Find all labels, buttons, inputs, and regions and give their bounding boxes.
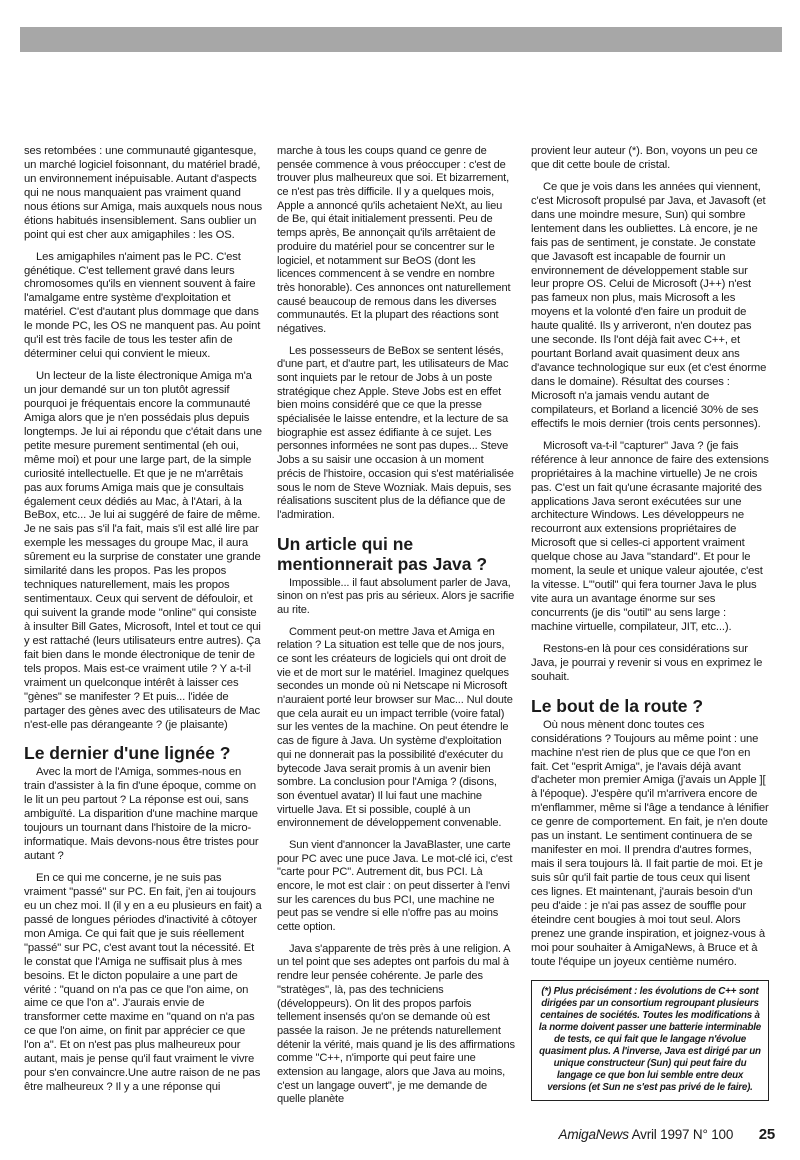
section-heading: Le bout de la route ?	[531, 695, 704, 716]
paragraph: marche à tous les coups quand ce genre de pensée commence à vous préoccuper : c'est de trouver plus malheureux que soi. Et bizarrement, ce n'est pas très difficile. Il y a quelques mois, Apple a annoncé qu'ils achetaient NeXt, au lieu de Be, qui était initialement pressenti. Peu de temps après, Be annonçait qu'ils arrêtaient de produire du matériel pour se concentrer sur le logiciel, et notamment sur BeOS (dont les licences commencent à se vendre en nombre très honorable). Ces annonces ont naturellement causé beaucoup de remous dans les diverses communautés. Et la plupart des réactions sont négatives.	[277, 145, 511, 335]
footnote-box: (*) Plus précisément : les évolutions de C++ sont dirigées par un consortium regroupant plusieurs centaines de sociétés. Toutes les modifications à la norme doivent passer une batterie interminable de tests, ce qui fait que le langage n'évolue quasiment plus. A l'inverse, Java est dirigé par un unique constructeur (Sun) qui peut faire du langage ce que bon lui semble entre deux versions (et Sun ne s'est pas privé de le faire).	[531, 980, 769, 1101]
column-3	[531, 145, 769, 1101]
paragraph: Un lecteur de la liste électronique Amiga m'a un jour demandé sur un ton plutôt agressif pourquoi je fréquentais encore la communauté Amiga alors que je n'en possédais plus depuis longtemps. Je lui ai répondu que c'était dans une petite mesure purement sentimental (eh oui, même moi) et pour une large part, de la simple curiosité intellectuelle. Et que je ne m'arrêtais pas aux forums Amiga mais que je consultais également ceux dédiés au Mac, à l'Atari, à la BeBox, etc... Je lui ai suggéré de faire de même. Je ne sais pas s'il l'a fait, mais s'il est allé lire par exemple les messages du groupe Mac, il aura sûrement eu la surprise de constater une grande similarité dans les propos. Pas les propos techniques naturellement, mais les propos sentimentaux. Ceux qui servent de défouloir, et qui suivent la grande mode "online" qui consiste à insulter Bill Gates, Microsoft, Intel et tout ce qui y est rattaché (leurs utilisateurs entre autres). Ça fait bien dans le monde électronique de tenir de tels propos. Mais est-ce vraiment utile ? Y a-t-il vraiment un quelconque intérêt à laisser ces "gènes" se manifester ? Et puis... l'idée de partager des gènes avec des utilisateurs de Mac n'est-elle pas dérangeante ? (je plaisante)	[24, 370, 262, 731]
paragraph: Java s'apparente de très près à une religion. A un tel point que ses adeptes ont parfois du mal à rendre leur pensée cohérente. Je parle des "stratèges", là, pas des techniciens (développeurs). On lit des propos parfois tellement insensés qu'on se demande où est passée la raison. Je ne prétends naturellement détenir la vérité, mais quand je lis des affirmations comme "C++, n'importe qui peut faire une extension au langage, alors que Java au moins, c'est un langage ouvert", je me demande de quelle planète	[277, 942, 515, 1106]
issue-info: Avril 1997 N° 100	[631, 1127, 734, 1142]
paragraph: En ce qui me concerne, je ne suis pas vraiment "passé" sur PC. En fait, j'en ai toujours eu un chez moi. Il (il y en a eu plusieurs en fait) a passé de longues périodes d'inactivité à côtoyer mon Amiga. Ce qui fait que je suis réellement "passé" sur PC, c'est avant tout la nécessité. Et le constat que l'Amiga ne suffisait plus à mes besoins. Et le dicton populaire a une part de vérité : "quand on n'a pas ce que l'on aime, on aime ce que l'on a". J'aurais envie de transformer cette maxime en "quand on n'a pas ce que l'on aime, on finit par apprécier ce que l'on a". Et on n'est pas plus malheureux pour autant, mais je pense qu'il faut vraiment le vivre pour s'en convaincre.Une autre raison de ne pas être malheureux ? Il y a une réponse qui	[24, 872, 262, 1094]
paragraph: Comment peut-on mettre Java et Amiga en relation ? La situation est telle que de nos jours, ce sont les créateurs de logiciels qui ont droit de vie et de mort sur le matériel. Imaginez quelques secondes un monde où ni Netscape ni Microsoft n'auraient porté leur browser sur Mac... Nul doute que cela aurait eu un impact terrible (voire fatal) sur les ventes de la machine. On peut étendre le cas de figure à Java. Un système d'exploitation qui ne donnerait pas la possibilité d'exécuter du bytecode Java serait promis à un avenir bien sombre. La conclusion pour l'Amiga ? (disons, son éventuel avatar) Il lui faut une machine virtuelle Java. Et si possible, couplé à un environnement de développement convenable.	[277, 625, 513, 830]
paragraph: Où nous mènent donc toutes ces considérations ? Toujours au même point : une machine n'est rien de plus que ce que l'on en fait. Cet "esprit Amiga", je l'avais déjà avant d'acheter mon premier Amiga (j'avais un Apple ][ à l'époque). J'espère qu'il m'arrivera encore de m'enflammer, même si l'âge a tendance à lénifier ce genre de comportement. En fait, je n'en doute pas un instant. Le sentiment continuera de se manifester en moi. Il prendra d'autres formes, mais il sera toujours là. Il fait partie de moi. Et je suis sûr qu'il fait partie de tous ceux qui lisent ces lignes. Et maintenant, j'aurais besoin d'un peu d'aide : je n'ai pas assez de souffle pour éteindre cent bougies à moi tout seul. Alors prenez une grande inspiration, et joignez-vous à moi pour souhaiter à AmigaNews, à Bruce et à toute l'équipe un joyeux centième numéro.	[531, 718, 769, 968]
paragraph: Impossible... il faut absolument parler de Java, sinon on n'est pas pris au sérieux. Alors je sacrifie au rite.	[277, 576, 515, 616]
paragraph: Sun vient d'annoncer la JavaBlaster, une carte pour PC avec une puce Java. Le mot-clé ici, c'est "carte pour PC". Autrement dit, bus PCI. Là encore, le mot est clair : on peut disserter à l'envi sur les carences du bus PCI, une machine ne peut pas se vendre si elle n'offre pas au moins cette option.	[277, 838, 513, 934]
header-bar	[20, 27, 782, 52]
page-footer	[0, 1126, 775, 1143]
paragraph: Ce que je vois dans les années qui viennent, c'est Microsoft propulsé par Java, et Javasoft (et dans une moindre mesure, Sun) qui sombre lentement dans les oubliettes. Là encore, je ne fais pas de sentiment, je constate. Je constate que Javasoft est incapable de fournir un environnement de développement stable sur leur propre OS. Celui de Microsoft (J++) n'est pas fameux non plus, mais Microsoft a les moyens et la volonté d'en faire un produit de haute qualité. Ils y arriveront, n'en doutez pas une seconde. Ils l'ont déjà fait avec C++, et pourtant Borland avait quasiment deux ans d'avance technologique sur eux (et c'est énorme dans le domaine). Résultat des courses : Microsoft n'a jamais vendu autant de compilateurs, et Borland a licencié 30% de ses effectifs le mois dernier (trois cents personnes).	[531, 180, 767, 430]
column-1	[24, 145, 262, 1103]
magazine-name: AmigaNews	[558, 1127, 629, 1142]
paragraph: provient leur auteur (*). Bon, voyons un peu ce que dit cette boule de cristal.	[531, 145, 758, 171]
paragraph: Microsoft va-t-il "capturer" Java ? (je fais référence à leur annonce de faire des extensions propriétaires à la machine virtuelle) Je ne crois pas. C'est un fait qu'une écrasante majorité des applications Java seront exécutées sur une architecture Windows. Les développeurs ne recourront aux extensions propriétaires de Microsoft que si celles-ci apportent vraiment quelque chose au Java "standard". Et pour le moment, la seule et unique valeur ajoutée, c'est la vitesse. L'"outil" qui fera tourner Java le plus vite aura un avantage énorme sur ses concurrents (je dis "outil" au sens large : machine virtuelle, compilateur, JIT, etc...).	[531, 439, 769, 633]
page-number: 25	[758, 1126, 775, 1143]
section-heading: Le dernier d'une lignée ?	[24, 743, 231, 764]
paragraph: Restons-en là pour ces considérations sur Java, je pourrai y revenir si vous en exprimez le souhait.	[531, 642, 763, 683]
paragraph: Les amigaphiles n'aiment pas le PC. C'est génétique. C'est tellement gravé dans leurs chromosomes qu'ils en viennent souvent à faire l'amalgame entre système d'exploitation et matériel. C'est d'autant plus dommage que dans le monde PC, les OS ne manquent pas. Au point qu'il est très facile de tous les tester afin de déterminer celui qui convient le mieux.	[24, 250, 261, 361]
paragraph: ses retombées : une communauté gigantesque, un marché logiciel foisonnant, du matériel bradé, un environnement inépuisable. Autant d'aspects qui ne nous manquaient pas vraiment quand nous étions sur Amiga, mais auxquels nous nous étions habitués insensiblement. Sans oublier un point qui est cher aux amigaphiles : les OS.	[24, 145, 263, 241]
section-heading: Un article qui ne mentionnerait pas Java ?	[277, 533, 488, 574]
paragraph: Les possesseurs de BeBox se sentent lésés, d'une part, et d'autre part, les utilisateurs de Mac sont inquiets par le retour de Jobs à un poste stratégique chez Apple. Steve Jobs est en effet bien moins considéré que ce que la presse spécialisée le laisse entendre, et la lecture de sa biographie est assez édifiante à ce sujet. Les personnes informées ne sont pas dupes... Steve Jobs a su saisir une occasion à un moment précis de l'histoire, occasion qui s'est matérialisée sous le nom de Steve Wozniak. Mais depuis, ses réalisations suscitent plus de la défiance que de l'admiration.	[277, 344, 514, 521]
paragraph: Avec la mort de l'Amiga, sommes-nous en train d'assister à la fin d'une époque, comme on le lit un peu partout ? La réponse est oui, sans ambiguïté. La disparition d'une machine marque toujours un tournant dans l'histoire de la micro-informatique. Mais devons-nous être tristes pour autant ?	[24, 766, 259, 863]
column-2	[277, 145, 515, 1115]
